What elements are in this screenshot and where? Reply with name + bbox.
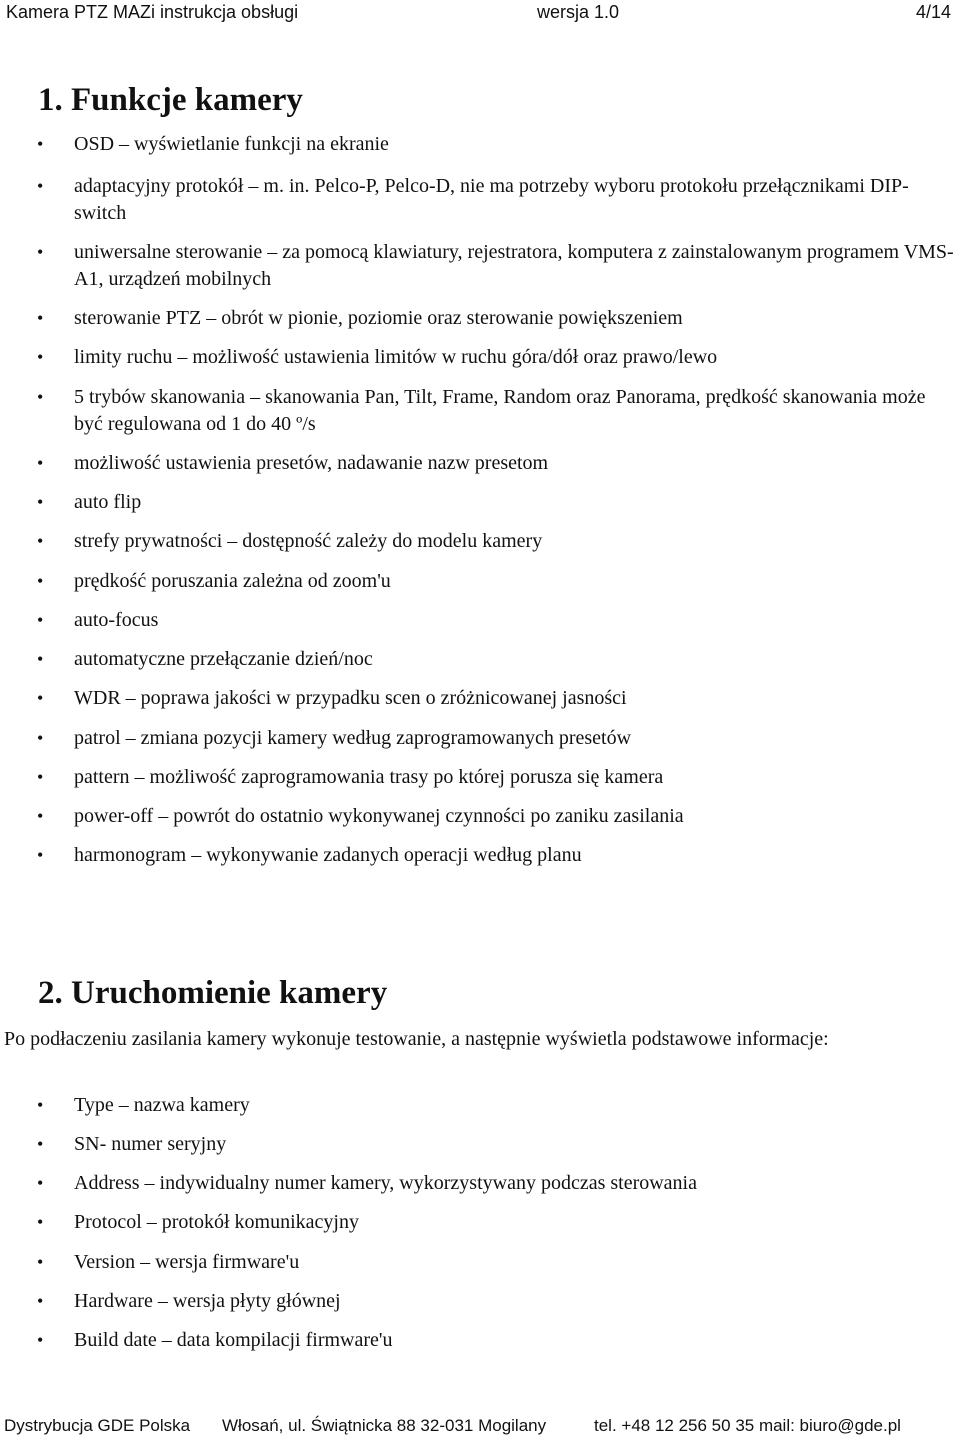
footer-address: Włosań, ul. Świątnicka 88 32-031 Mogilany	[222, 1416, 547, 1435]
list-item-text: Protocol – protokół komunikacyjny	[74, 1211, 359, 1233]
list-item	[37, 646, 954, 673]
list-item	[37, 1092, 954, 1119]
list-item	[37, 568, 954, 595]
list-item-text: uniwersalne sterowanie – za pomocą klawiatury, rejestratora, komputera z zainstalowanym programem VMS-A1, urządzeń mobilnych	[74, 241, 954, 290]
list-item	[37, 764, 954, 791]
list-item	[37, 1327, 954, 1354]
list-item-text: Type – nazwa kamery	[74, 1094, 250, 1116]
list-item-text: limity ruchu – możliwość ustawienia limitów w ruchu góra/dół oraz prawo/lewo	[74, 346, 718, 368]
list-item-text: 5 trybów skanowania – skanowania Pan, Tilt, Frame, Random oraz Panorama, prędkość skanowania może być regulowana od 1 do 40 º/s	[74, 386, 926, 435]
list-item	[37, 173, 954, 227]
page-header	[0, 0, 960, 28]
list-item	[37, 489, 954, 516]
list-item	[37, 131, 954, 158]
bullet-icon: •	[37, 1134, 44, 1154]
section-title-camera-functions: 1. Funkcje kamery	[38, 82, 303, 118]
list-item	[37, 685, 954, 712]
bullet-icon: •	[37, 492, 44, 512]
bullet-icon: •	[37, 453, 44, 473]
list-item	[37, 344, 954, 371]
bullet-icon: •	[37, 1252, 44, 1272]
bullet-icon: •	[37, 688, 44, 708]
list-item-text: adaptacyjny protokół – m. in. Pelco-P, Pelco-D, nie ma potrzeby wyboru protokołu przełącznikami DIP-switch	[74, 175, 909, 224]
list-item-text: auto-focus	[74, 609, 159, 631]
list-item	[37, 842, 954, 869]
startup-intro-paragraph: Po podłaczeniu zasilania kamery wykonuje testowanie, a następnie wyświetla podstawowe informacje:	[4, 1028, 829, 1050]
bullet-icon: •	[37, 176, 44, 196]
list-item	[37, 1249, 954, 1276]
list-item-text: automatyczne przełączanie dzień/noc	[74, 648, 373, 670]
bullet-icon: •	[37, 1095, 44, 1115]
document-version: wersja 1.0	[537, 2, 620, 22]
list-item	[37, 725, 954, 752]
list-item-text: sterowanie PTZ – obrót w pionie, poziomie oraz sterowanie powiększeniem	[74, 307, 683, 329]
list-item-text: Version – wersja firmware'u	[74, 1251, 300, 1273]
bullet-icon: •	[37, 242, 44, 262]
list-item	[37, 1209, 954, 1236]
list-item-text: Hardware – wersja płyty głównej	[74, 1290, 341, 1312]
list-item-text: auto flip	[74, 491, 142, 513]
list-item-text: power-off – powrót do ostatnio wykonywanej czynności po zaniku zasilania	[74, 805, 684, 827]
bullet-icon: •	[37, 806, 44, 826]
bullet-icon: •	[37, 134, 44, 154]
bullet-icon: •	[37, 387, 44, 407]
list-item	[37, 528, 954, 555]
list-item-text: strefy prywatności – dostępność zależy do modelu kamery	[74, 530, 543, 552]
list-item	[37, 1170, 954, 1197]
list-item	[37, 607, 954, 634]
list-item	[37, 803, 954, 830]
list-item	[37, 239, 954, 293]
bullet-icon: •	[37, 1291, 44, 1311]
bullet-icon: •	[37, 728, 44, 748]
list-item-text: Address – indywidualny numer kamery, wykorzystywany podczas sterowania	[74, 1172, 697, 1194]
bullet-icon: •	[37, 1330, 44, 1350]
list-item	[37, 1288, 954, 1315]
list-item	[37, 450, 954, 477]
section-title-camera-startup: 2. Uruchomienie kamery	[38, 975, 388, 1011]
list-item-text: możliwość ustawienia presetów, nadawanie nazw presetom	[74, 452, 549, 474]
list-item-text: harmonogram – wykonywanie zadanych operacji według planu	[74, 844, 582, 866]
page-footer	[0, 1414, 960, 1440]
list-item	[37, 305, 954, 332]
bullet-icon: •	[37, 1212, 44, 1232]
list-item-text: patrol – zmiana pozycji kamery według zaprogramowanych presetów	[74, 727, 632, 749]
bullet-icon: •	[37, 845, 44, 865]
bullet-icon: •	[37, 767, 44, 787]
list-item	[37, 1131, 954, 1158]
bullet-icon: •	[37, 649, 44, 669]
bullet-icon: •	[37, 1173, 44, 1193]
bullet-icon: •	[37, 531, 44, 551]
bullet-icon: •	[37, 571, 44, 591]
footer-company: Dystrybucja GDE Polska	[4, 1416, 191, 1435]
list-item-text: prędkość poruszania zależna od zoom'u	[74, 570, 391, 592]
list-item-text: SN- numer seryjny	[74, 1133, 227, 1155]
list-item-text: WDR – poprawa jakości w przypadku scen o zróżnicowanej jasności	[74, 687, 627, 709]
list-item-text: pattern – możliwość zaprogramowania trasy po której porusza się kamera	[74, 766, 664, 788]
list-item-text: Build date – data kompilacji firmware'u	[74, 1329, 393, 1351]
footer-contact: tel. +48 12 256 50 35 mail: biuro@gde.pl	[594, 1416, 901, 1435]
page-number: 4/14	[916, 2, 952, 22]
list-item	[37, 384, 954, 438]
bullet-icon: •	[37, 610, 44, 630]
bullet-icon: •	[37, 308, 44, 328]
list-item-text: OSD – wyświetlanie funkcji na ekranie	[74, 133, 389, 155]
bullet-icon: •	[37, 347, 44, 367]
document-title: Kamera PTZ MAZi instrukcja obsługi	[6, 2, 299, 22]
